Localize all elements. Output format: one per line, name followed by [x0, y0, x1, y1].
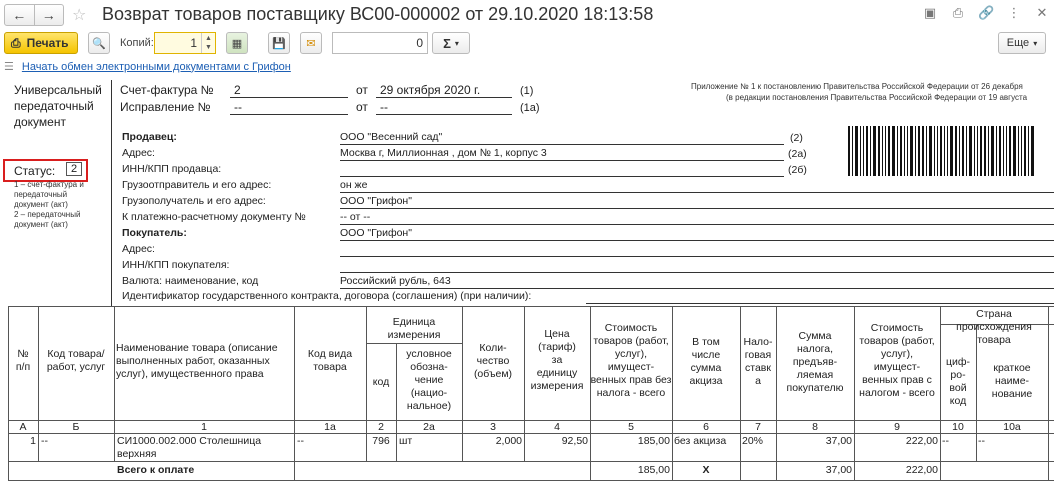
header-qty: Коли- чество (объем)	[473, 342, 513, 380]
row-rate: 20%	[742, 435, 764, 447]
address-label: Адрес:	[122, 147, 155, 159]
consignee-value: ООО "Грифон"	[340, 195, 1054, 209]
header-unit-code: код	[372, 376, 390, 388]
invoice-tag: (1)	[520, 85, 534, 97]
more-vert-icon[interactable]: ⋮	[1007, 5, 1021, 20]
header-country-name: краткое наиме- нование	[991, 362, 1033, 400]
sigma-label: Σ	[443, 35, 451, 51]
print-button-label: Печать	[26, 36, 69, 50]
copies-value: 1	[190, 36, 197, 50]
edi-link[interactable]: Начать обмен электронными документами с Грифон	[21, 60, 291, 73]
invoice-number: 2	[230, 83, 348, 98]
header-country-code: циф- ро- вой код	[945, 356, 970, 407]
col-index: Б	[72, 421, 80, 433]
row-kind: --	[297, 435, 304, 447]
row-country-name: --	[978, 435, 985, 447]
col-index: 2а	[423, 421, 435, 433]
header-unit-group: Единица измерения	[387, 316, 441, 341]
address-tag: (2а)	[788, 148, 807, 160]
total-cost-w-tax: 222,00	[905, 464, 938, 476]
total-excise: X	[702, 464, 710, 476]
correction-ot: от	[356, 100, 368, 114]
header-kind: Код вида товара	[307, 348, 353, 373]
consignee-label: Грузополучатель и его адрес:	[122, 195, 266, 207]
buyer-inn-label: ИНН/КПП покупателя:	[122, 259, 230, 271]
chevron-down-icon: ▾	[1033, 38, 1038, 48]
inn-tag: (2б)	[788, 164, 807, 176]
window-icons	[922, 5, 1050, 21]
preview-button[interactable]	[88, 32, 110, 54]
print-button[interactable]	[4, 32, 78, 54]
payment-doc-label: К платежно-расчетному документу №	[122, 211, 306, 223]
col-index: 10	[952, 421, 964, 433]
row-cost-w-tax: 222,00	[905, 435, 938, 447]
chevron-down-icon: ▾	[454, 38, 459, 48]
copies-label: Копий:	[120, 37, 154, 49]
header-rate: Нало- говая ставк а	[743, 336, 773, 387]
row-country-code: --	[942, 435, 949, 447]
payment-doc-value: -- от --	[340, 211, 1054, 225]
sum-button[interactable]	[432, 32, 470, 54]
header-name: Наименование товара (описание выполненных работ, оказанных услуг), имущественного права	[116, 342, 278, 380]
buyer-address-label: Адрес:	[122, 243, 155, 255]
document-form	[8, 80, 1054, 481]
link-icon[interactable]: 🔗	[978, 5, 995, 20]
row-unit-name: шт	[399, 435, 413, 447]
status-value: 2	[66, 162, 82, 176]
email-button[interactable]	[300, 32, 322, 54]
header-unit-name: условное обозна- чение (нацио- нальное)	[406, 348, 452, 412]
col-index: 1	[201, 421, 207, 433]
shipper-label: Грузоотправитель и его адрес:	[122, 179, 272, 191]
row-excise: без акциза	[674, 435, 727, 447]
envelope-icon: ✉	[306, 37, 316, 50]
toolbar	[0, 30, 1054, 56]
contract-value	[586, 290, 1054, 304]
seller-tag: (2)	[790, 132, 803, 144]
buyer-address-value	[340, 243, 1054, 257]
col-index: 7	[755, 421, 761, 433]
inn-label: ИНН/КПП продавца:	[122, 163, 222, 175]
correction-tag: (1а)	[520, 102, 540, 114]
buyer-value: ООО "Грифон"	[340, 227, 1054, 241]
contract-label: Идентификатор государственного контракта, договора (соглашения) (при наличии):	[122, 290, 532, 302]
col-index: 8	[812, 421, 818, 433]
copies-stepper[interactable]: ▲ ▼	[201, 33, 215, 53]
row-num: 1	[30, 435, 36, 447]
inn-value	[340, 163, 784, 177]
invoice-label: Счет-фактура №	[120, 83, 214, 97]
invoice-date: 29 октября 2020 г.	[376, 83, 512, 98]
row-price: 92,50	[561, 435, 588, 447]
col-index: 4	[554, 421, 560, 433]
edi-row	[4, 60, 291, 73]
col-index: 2	[378, 421, 384, 433]
header-price: Цена (тариф) за единицу измерения	[530, 328, 584, 392]
edit-mode-button[interactable]	[226, 32, 248, 54]
invoice-ot: от	[356, 83, 368, 97]
edi-icon: ☰	[4, 61, 14, 73]
row-tax-sum: 37,00	[825, 435, 852, 447]
nav-buttons	[4, 4, 64, 26]
col-index: 10а	[1003, 421, 1021, 433]
edit-table-icon: ▦	[231, 37, 243, 50]
correction-label: Исправление №	[120, 100, 211, 114]
total-cost-wo-tax: 185,00	[637, 464, 670, 476]
forward-icon[interactable]: →	[41, 7, 56, 23]
address-value: Москва г, Миллионная , дом № 1, корпус 3	[340, 147, 784, 161]
col-index: А	[19, 421, 27, 433]
buyer-inn-value	[340, 259, 1054, 273]
col-index: 9	[894, 421, 900, 433]
upd-divider	[111, 80, 112, 306]
more-button[interactable]	[998, 32, 1046, 54]
floppy-icon: 💾	[272, 37, 286, 50]
row-name: СИ1000.002.000 Столешница верхняя	[117, 435, 262, 460]
row-unit-code: 796	[372, 435, 390, 447]
col-index: 1а	[324, 421, 336, 433]
save-icon[interactable]: ▣	[923, 5, 937, 20]
header-excise: В том числе сумма акциза	[689, 336, 723, 387]
correction-date: --	[376, 100, 512, 115]
row-qty: 2,000	[495, 435, 522, 447]
title-bar	[0, 0, 1054, 30]
appendix-line1: Приложение № 1 к постановлению Правительства Российской Федерации от 26 декабря	[691, 82, 1023, 91]
header-cost-w-tax: Стоимость товаров (работ, услуг), имущест- венных прав с налогом - всего	[859, 322, 935, 399]
col-index: 6	[703, 421, 709, 433]
col-index: 3	[490, 421, 496, 433]
currency-label: Валюта: наименование, код	[122, 275, 259, 287]
copies-input[interactable]	[154, 32, 216, 54]
seller-value: ООО "Весенний сад"	[340, 131, 784, 145]
col-index: 5	[628, 421, 634, 433]
back-icon[interactable]: ←	[5, 5, 35, 25]
header-country-group: Страна происхождения товара	[956, 308, 1032, 346]
total-tax-sum: 37,00	[825, 464, 852, 476]
appendix-line2: (в редакции постановления Правительства Российской Федерации от 19 августа	[726, 93, 1028, 102]
header-tax-sum: Сумма налога, предъяв- ляемая покупателю	[786, 330, 844, 394]
header-cost-wo-tax: Стоимость товаров (работ, услуг), имущест- венных прав без налога - всего	[590, 322, 672, 399]
correction-number: --	[230, 100, 348, 115]
window-title: Возврат товаров поставщику ВС00-000002 от 29.10.2020 18:13:58	[102, 4, 654, 24]
upd-title: Универсальный передаточный документ	[14, 83, 102, 129]
sum-field[interactable]: 0	[332, 32, 428, 54]
header-num: № п/п	[15, 348, 31, 373]
barcode-image	[848, 126, 1053, 176]
seller-label: Продавец:	[122, 131, 177, 143]
shipper-value: он же	[340, 179, 1054, 193]
currency-value: Российский рубль, 643	[340, 275, 1054, 289]
row-code: --	[41, 435, 48, 447]
status-label: Статус:	[14, 164, 56, 178]
total-label: Всего к оплате	[117, 464, 195, 476]
buyer-label: Покупатель:	[122, 227, 187, 239]
printer-icon: ⎙	[11, 35, 21, 50]
more-button-label: Еще	[1006, 37, 1030, 49]
goods-table	[8, 306, 1054, 481]
print-icon[interactable]: ⎙	[952, 5, 964, 20]
status-note: 1 – счет-фактура и передаточный документ (акт) 2 – передаточный документ (акт)	[14, 180, 84, 229]
close-icon[interactable]: ✕	[1036, 5, 1048, 20]
row-cost-wo-tax: 185,00	[637, 435, 670, 447]
save-file-button[interactable]	[268, 32, 290, 54]
favorite-star-icon[interactable]: ☆	[72, 7, 87, 24]
preview-icon: 🔍	[92, 37, 106, 50]
header-code: Код товара/ работ, услуг	[46, 348, 106, 373]
